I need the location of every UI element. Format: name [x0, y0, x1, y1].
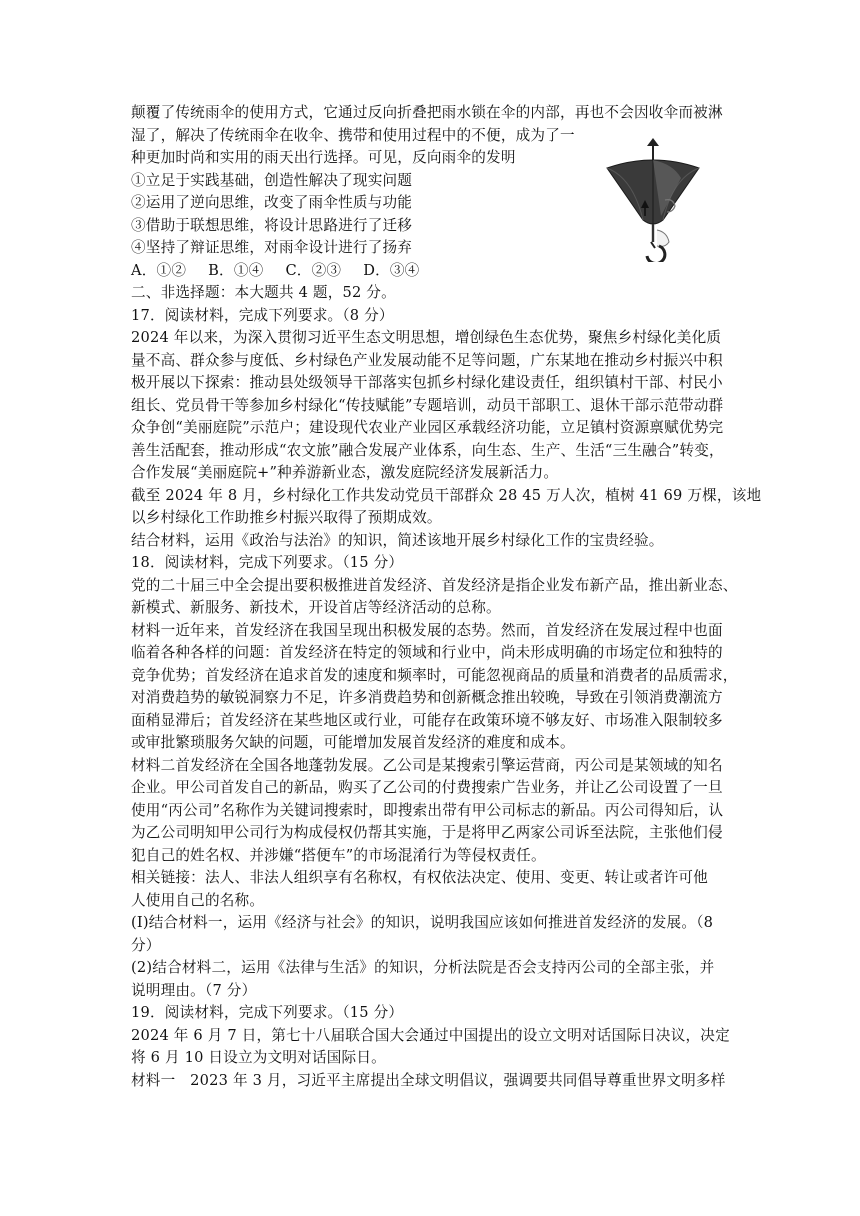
q18-material2-line: 犯自己的姓名权、并涉嫌“搭便车”的市场混淆行为等侵权责任。	[131, 846, 546, 864]
q18-heading: 18．阅读材料，完成下列要求。（15 分）	[131, 554, 404, 571]
q17-line: 2024 年以来，为深入贯彻习近平生态文明思想，增创绿色生态优势，聚焦乡村绿化美化质	[131, 329, 722, 346]
q18-material1-line: 竞争优势；首发经济在追求首发的速度和频率时，可能忽视商品的质量和消费者的品质需求，	[131, 666, 738, 684]
q18-material2-line: 企业。甲公司首发自己的新品，购买了乙公司的付费搜索广告业务，并让乙公司设置了一旦	[131, 779, 723, 796]
q18-subquestion-1-cont: 分）	[131, 936, 161, 954]
q18-link-line: 相关链接：法人、非法人组织享有名称权，有权依法决定、使用、变更、转让或者许可他	[131, 869, 708, 886]
q16-choice-4: ④坚持了辩证思维，对雨伞设计进行了扬弃	[131, 239, 413, 256]
q19-line: 2024 年 6 月 7 日，第七十八届联合国大会通过中国提出的设立文明对话国际日决议，决定	[131, 1026, 730, 1044]
q16-choice-1: ①立足于实践基础，创造性解决了现实问题	[131, 171, 413, 189]
q17-line: 极开展以下探索：推动县处级领导干部落实包抓乡村绿化建设责任，组织镇村干部、村民小	[131, 374, 723, 391]
q18-line: 新模式、新服务、新技术，开设首店等经济活动的总称。	[131, 599, 501, 616]
q17-line: 众争创“美丽庭院”示范户；建设现代农业产业园区承载经济功能，立足镇村资源禀赋优势完	[131, 419, 724, 436]
q18-material1-line: 材料一近年来，首发经济在我国呈现出积极发展的态势。然而，首发经济在发展过程中也面	[131, 621, 723, 639]
q18-material1-line: 对消费趋势的敏锐洞察力不足，许多消费趋势和创新概念推出较晚，导致在引领消费潮流方	[131, 689, 723, 706]
section-heading: 二、非选择题：本大题共 4 题，52 分。	[131, 284, 396, 301]
q18-material1-line: 面稍显滞后；首发经济在某些地区或行业，可能存在政策环境不够友好、市场准入限制较多	[131, 711, 723, 729]
q18-subquestion-2: (2)结合材料二，运用《法律与生活》的知识，分析法院是否会支持丙公司的全部主张，并	[131, 959, 715, 976]
option-a: A．①②	[131, 261, 187, 279]
q16-options	[131, 260, 741, 283]
q18-material1-line: 或审批繁琐服务欠缺的问题，可能增加发展首发经济的难度和成本。	[131, 734, 575, 751]
q16-line-3: 种更加时尚和实用的雨天出行选择。可见，反向雨伞的发明	[131, 149, 516, 166]
q18-material2-line: 为乙公司明知甲公司行为构成侵权仍帮其实施，于是将甲乙两家公司诉至法院，主张他们侵	[131, 824, 723, 841]
q16-choice-3: ③借助于联想思维，将设计思路进行了迁移	[131, 216, 413, 234]
q18-subquestion-1: (I)结合材料一，运用《经济与社会》的知识，说明我国应该如何推进首发经济的发展。（8	[131, 914, 714, 931]
q18-material1-line: 临着各种各样的问题：首发经济在特定的领域和行业中，尚未形成明确的市场定位和独特的	[131, 644, 723, 661]
q17-line: 截至 2024 年 8 月，乡村绿化工作共发动党员干部群众 28 45 万人次，植树 41 69 万棵，该地	[131, 486, 762, 504]
q19-line: 材料一 2023 年 3 月，习近平主席提出全球文明倡议，强调要共同倡导尊重世界文明多样	[131, 1071, 726, 1089]
q18-material2-line: 材料二首发经济在全国各地蓬勃发展。乙公司是某搜索引擎运营商，丙公司是某领域的知名	[131, 756, 723, 774]
q19-line: 将 6 月 10 日设立为文明对话国际日。	[131, 1049, 386, 1066]
q18-material2-line: 使用“丙公司”名称作为关键词搜索时，即搜索出带有甲公司标志的新品。丙公司得知后，认	[131, 801, 724, 819]
q18-line: 党的二十届三中全会提出要积极推进首发经济、首发经济是指企业发布新产品，推出新业态、	[131, 576, 738, 594]
option-d: D．③④	[363, 261, 420, 279]
q17-heading: 17．阅读材料，完成下列要求。（8 分）	[131, 306, 394, 324]
q17-line: 合作发展“美丽庭院+”种养游新业态，激发庭院经济发展新活力。	[131, 464, 559, 481]
q19-heading: 19．阅读材料，完成下列要求。（15 分）	[131, 1004, 404, 1021]
q17-line: 善生活配套，推动形成“农文旅”融合发展产业体系，向生态、生产、生活“三生融合”转变，	[131, 441, 724, 459]
q16-line-1: 颠覆了传统雨伞的使用方式，它通过反向折叠把雨水锁在伞的内部，再也不会因收伞而被淋	[131, 104, 723, 121]
option-c: C．②③	[285, 261, 342, 279]
q17-line: 以乡村绿化工作助推乡村振兴取得了预期成效。	[131, 509, 442, 526]
q16-choice-2: ②运用了逆向思维，改变了雨伞性质与功能	[131, 194, 413, 211]
q18-subquestion-2-cont: 说明理由。（7 分）	[131, 981, 257, 999]
q16-line-2: 湿了，解决了传统雨伞在收伞、携带和使用过程中的不便，成为了一	[131, 126, 575, 144]
q18-link-line: 人使用自己的名称。	[131, 891, 265, 909]
option-b: B．①④	[208, 261, 264, 279]
q17-question: 结合材料，运用《政治与法治》的知识，简述该地开展乡村绿化工作的宝贵经验。	[131, 531, 664, 549]
q17-line: 组长、党员骨干等参加乡村绿化“传技赋能”专题培训，动员干部职工、退休干部示范带动群	[131, 396, 724, 414]
q17-line: 量不高、群众参与度低、乡村绿色产业发展动能不足等问题，广东某地在推动乡村振兴中积	[131, 351, 723, 369]
reverse-umbrella-illustration	[603, 138, 703, 262]
